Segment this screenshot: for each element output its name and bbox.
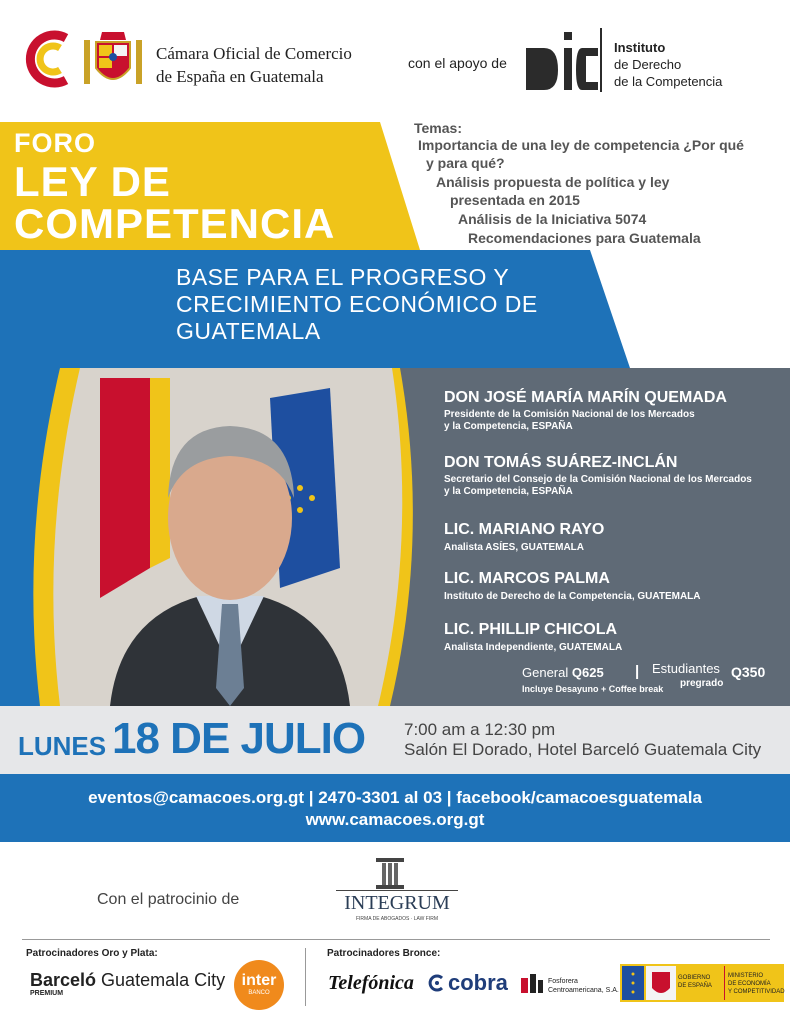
price-general-label: General (522, 665, 569, 680)
gob-line2: DE ESPAÑA (678, 983, 712, 989)
subtitle-line2: CRECIMIENTO ECONÓMICO DE (176, 291, 538, 317)
fosforera-line2: Centroamericana, S.A. (548, 987, 619, 994)
topic-item: y para qué? (426, 155, 505, 171)
inter-sub: BANCO (248, 990, 270, 996)
speaker-name: LIC. PHILLIP CHICOLA (444, 621, 618, 638)
website-link[interactable]: www.camacoes.org.gt (305, 810, 485, 829)
topic-item: Análisis propuesta de política y ley (436, 174, 670, 190)
speaker-role-line: y la Competencia, ESPAÑA (444, 486, 573, 497)
speaker-role: Analista ASÍES, GUATEMALA (444, 542, 585, 553)
spain-coat-of-arms-icon (80, 24, 146, 94)
speaker-role (444, 409, 695, 433)
min-line2: DE ECONOMÍA (728, 981, 771, 987)
topic-item: Análisis de la Iniciativa 5074 (458, 211, 647, 227)
camara-logo (22, 28, 72, 90)
subtitle-line1: BASE PARA EL PROGRESO Y (176, 264, 510, 290)
fosforera-line1: Fosforera (548, 978, 578, 985)
topic-item: Recomendaciones para Guatemala (468, 230, 701, 246)
speaker-photo (0, 368, 430, 706)
speaker-role (444, 474, 752, 498)
fosforera-icon (520, 972, 544, 994)
topics-heading: Temas: (414, 120, 462, 136)
divider (22, 939, 770, 940)
institute-line2: de Derecho (614, 57, 682, 72)
institute-line1: Instituto (614, 40, 666, 55)
subtitle-line3: GUATEMALA (176, 318, 321, 344)
price-students-note: pregrado (680, 678, 724, 689)
barcelo-logo (30, 970, 225, 991)
contact-info[interactable]: eventos@camacoes.org.gt | 2470-3301 al 03 | facebook/camacoesguatemala (88, 788, 702, 807)
speaker-name: DON JOSÉ MARÍA MARÍN QUEMADA (444, 389, 727, 406)
gob-line1: GOBIERNO (678, 975, 711, 981)
contact-band (0, 774, 790, 842)
barcelo-rest: Guatemala City (96, 970, 226, 990)
barcelo-premium: PREMIUM (30, 990, 64, 997)
speaker-role-line: y la Competencia, ESPAÑA (444, 421, 573, 432)
speaker-role: Analista Independiente, GUATEMALA (444, 642, 623, 653)
topic-item: Importancia de una ley de competencia ¿Por qué (418, 137, 744, 153)
barcelo-bold: Barceló (30, 970, 97, 990)
speaker-name: DON TOMÁS SUÁREZ-INCLÁN (444, 454, 678, 471)
event-title-competencia: COMPETENCIA (14, 200, 336, 247)
event-title-ley: LEY DE (14, 158, 171, 205)
event-weekday: LUNES (18, 731, 107, 761)
price-students-amount: Q350 (731, 664, 766, 680)
telefonica-logo: Telefónica (328, 972, 414, 994)
org-name-line2: de España en Guatemala (156, 67, 324, 86)
min-line1: MINISTERIO (728, 973, 764, 979)
speaker-role: Instituto de Derecho de la Competencia, GUATEMALA (444, 591, 701, 602)
topic-item: presentada en 2015 (450, 192, 580, 208)
price-general-note: Incluye Desayuno + Coffee break (522, 684, 664, 694)
event-venue: Salón El Dorado, Hotel Barceló Guatemala City (404, 740, 762, 759)
bronze-sponsors-label: Patrocinadores Bronce: (327, 948, 441, 959)
integrum-logo: INTEGRUM (344, 892, 450, 914)
event-time: 7:00 am a 12:30 pm (404, 720, 556, 739)
price-general-amount: Q625 (571, 665, 604, 680)
column-icon (372, 856, 408, 890)
institute-line3: de la Competencia (614, 74, 723, 89)
cobra-logo: cobra (448, 970, 508, 995)
integrum-tagline: FIRMA DE ABOGADOS · LAW FIRM (355, 916, 439, 922)
idc-logo (524, 26, 602, 92)
min-line3: Y COMPETITIVIDAD (728, 989, 785, 995)
inter-name: inter (241, 972, 277, 989)
speaker-role-line: Presidente de la Comisión Nacional de los Mercados (444, 409, 695, 420)
event-title-foro: FORO (14, 128, 96, 158)
divider (305, 948, 306, 1006)
event-date: 18 DE JULIO (112, 714, 366, 763)
price-separator: | (635, 663, 640, 680)
support-text: con el apoyo de (408, 55, 507, 71)
org-name-line1: Cámara Oficial de Comercio (156, 44, 352, 63)
main-sponsor-label: Con el patrocinio de (97, 891, 240, 908)
divider (336, 890, 458, 891)
price-general (522, 665, 604, 680)
price-students-label: Estudiantes (652, 661, 720, 676)
cobra-icon (428, 974, 446, 992)
speaker-name: LIC. MARCOS PALMA (444, 570, 610, 587)
speaker-name: LIC. MARIANO RAYO (444, 521, 605, 538)
speaker-role-line: Secretario del Consejo de la Comisión Nacional de los Mercados (444, 474, 752, 485)
gold-sponsors-label: Patrocinadores Oro y Plata: (26, 948, 158, 959)
